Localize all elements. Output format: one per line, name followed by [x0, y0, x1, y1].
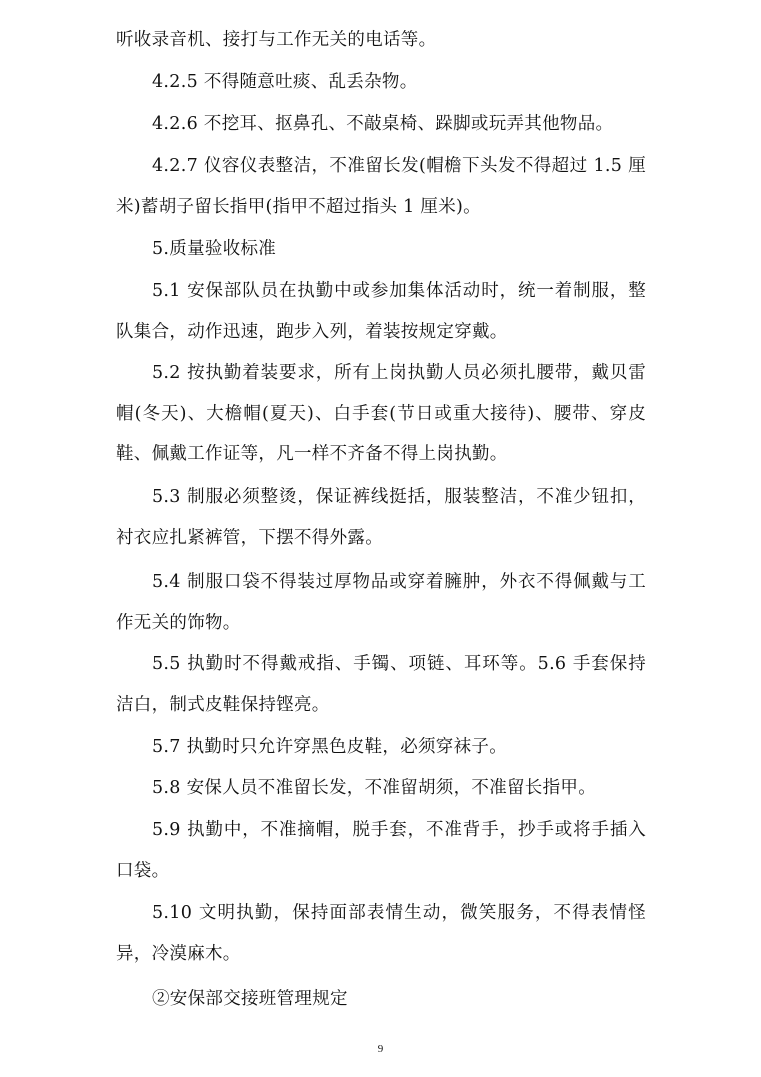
paragraph-5-4: 5.4 制服口袋不得装过厚物品或穿着臃肿，外衣不得佩戴与工作无关的饰物。 — [116, 572, 646, 633]
paragraph-4-2-5: 4.2.5 不得随意吐痰、乱丢杂物。 — [152, 72, 418, 92]
paragraph-5-7: 5.7 执勤时只允许穿黑色皮鞋，必须穿袜子。 — [152, 737, 507, 757]
section-heading-shift-handover: ②安保部交接班管理规定 — [152, 989, 348, 1009]
paragraph-4-2-7: 4.2.7 仪容仪表整洁，不准留长发(帽檐下头发不得超过 1.5 厘米)蓄胡子留长指甲(指甲不超过指头 1 厘米)。 — [116, 156, 646, 217]
paragraph-5-5-5-6: 5.5 执勤时不得戴戒指、手镯、项链、耳环等。5.6 手套保持洁白，制式皮鞋保持铿亮。 — [116, 654, 646, 715]
paragraph-5-9: 5.9 执勤中，不准摘帽，脱手套，不准背手，抄手或将手插入口袋。 — [116, 820, 646, 881]
section-heading-quality-standards: 5.质量验收标准 — [152, 239, 277, 259]
paragraph-5-10: 5.10 文明执勤，保持面部表情生动，微笑服务，不得表情怪异，冷漠麻木。 — [116, 903, 646, 964]
paragraph-continuation: 听收录音机、接打与工作无关的电话等。 — [116, 30, 437, 50]
paragraph-4-2-6: 4.2.6 不挖耳、抠鼻孔、不敲桌椅、跺脚或玩弄其他物品。 — [152, 114, 614, 134]
paragraph-5-3: 5.3 制服必须整烫，保证裤线挺括，服装整洁，不准少钮扣，衬衣应扎紧裤管，下摆不得外露。 — [116, 487, 646, 548]
page-number: 9 — [377, 1043, 384, 1055]
paragraph-5-1: 5.1 安保部队员在执勤中或参加集体活动时，统一着制服，整队集合，动作迅速，跑步入列，着装按规定穿戴。 — [116, 281, 646, 342]
paragraph-5-8: 5.8 安保人员不准留长发，不准留胡须，不准留长指甲。 — [152, 778, 596, 798]
paragraph-5-2: 5.2 按执勤着装要求，所有上岗执勤人员必须扎腰带，戴贝雷帽(冬天)、大檐帽(夏天)、白手套(节日或重大接待)、腰带、穿皮鞋、佩戴工作证等，凡一样不齐备不得上岗执勤。 — [116, 363, 646, 464]
